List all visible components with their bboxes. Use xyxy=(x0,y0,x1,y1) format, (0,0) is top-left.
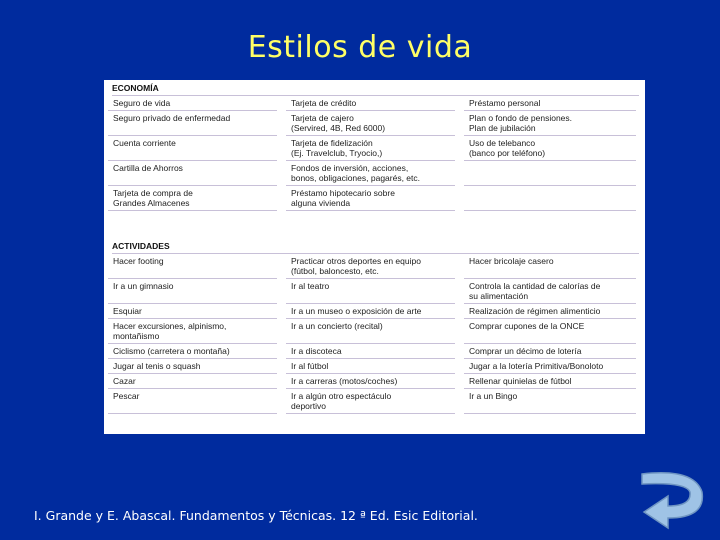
table-cell: Comprar cupones de la ONCE xyxy=(464,319,636,344)
table-cell: Ir a un museo o exposición de arte xyxy=(286,304,455,319)
table-cell: Ir a un gimnasio xyxy=(108,279,277,304)
table-row xyxy=(108,161,641,186)
table-cell: Cartilla de Ahorros xyxy=(108,161,277,186)
table-row xyxy=(108,389,641,414)
table-cell: Tarjeta de fidelización (Ej. Travelclub, Tryocio,) xyxy=(286,136,455,161)
slide-title: Estilos de vida xyxy=(247,30,473,65)
table-row xyxy=(108,111,641,136)
section-heading-actividades: ACTIVIDADES xyxy=(112,238,639,254)
lifestyle-table xyxy=(104,80,645,434)
table-cell: Realización de régimen alimenticio xyxy=(464,304,636,319)
actividades-rows xyxy=(108,254,641,414)
table-cell: Rellenar quinielas de fútbol xyxy=(464,374,636,389)
table-row xyxy=(108,319,641,344)
table-cell: Plan o fondo de pensiones. Plan de jubilación xyxy=(464,111,636,136)
table-row xyxy=(108,279,641,304)
table-cell: Ir a discoteca xyxy=(286,344,455,359)
return-arrow-icon[interactable] xyxy=(632,466,712,536)
table-cell: Jugar a la lotería Primitiva/Bonoloto xyxy=(464,359,636,374)
table-cell: Tarjeta de compra de Grandes Almacenes xyxy=(108,186,277,211)
table-cell: Tarjeta de crédito xyxy=(286,96,455,111)
table-cell: Uso de telebanco (banco por teléfono) xyxy=(464,136,636,161)
table-row xyxy=(108,344,641,359)
table-row xyxy=(108,304,641,319)
table-cell: Seguro privado de enfermedad xyxy=(108,111,277,136)
economia-rows xyxy=(108,96,641,211)
table-cell: Ir a carreras (motos/coches) xyxy=(286,374,455,389)
table-cell: Hacer excursiones, alpinismo, montañismo xyxy=(108,319,277,344)
table-cell: Préstamo hipotecario sobre alguna vivienda xyxy=(286,186,455,211)
table-cell: Ir a un concierto (recital) xyxy=(286,319,455,344)
table-cell: Esquiar xyxy=(108,304,277,319)
table-cell: Ir a un Bingo xyxy=(464,389,636,414)
table-cell: Hacer bricolaje casero xyxy=(464,254,636,279)
table-cell: Controla la cantidad de calorías de su alimentación xyxy=(464,279,636,304)
table-cell: Comprar un décimo de lotería xyxy=(464,344,636,359)
table-row xyxy=(108,374,641,389)
citation-footer: I. Grande y E. Abascal. Fundamentos y Técnicas. 12 ª Ed. Esic Editorial. xyxy=(34,508,478,523)
table-cell: Ciclismo (carretera o montaña) xyxy=(108,344,277,359)
table-row xyxy=(108,359,641,374)
table-row xyxy=(108,96,641,111)
table-row xyxy=(108,254,641,279)
table-cell: Cuenta corriente xyxy=(108,136,277,161)
section-gap xyxy=(108,211,641,238)
table-cell xyxy=(464,186,636,211)
table-cell: Cazar xyxy=(108,374,277,389)
table-cell: Fondos de inversión, acciones, bonos, obligaciones, pagarés, etc. xyxy=(286,161,455,186)
table-cell: Ir al fútbol xyxy=(286,359,455,374)
section-heading-economia: ECONOMÍA xyxy=(112,80,639,96)
table-cell: Ir a algún otro espectáculo deportivo xyxy=(286,389,455,414)
table-cell xyxy=(464,161,636,186)
table-cell: Tarjeta de cajero (Servired, 4B, Red 6000) xyxy=(286,111,455,136)
table-cell: Practicar otros deportes en equipo (fútbol, baloncesto, etc. xyxy=(286,254,455,279)
table-cell: Seguro de vida xyxy=(108,96,277,111)
table-cell: Jugar al tenis o squash xyxy=(108,359,277,374)
table-row xyxy=(108,136,641,161)
table-cell: Hacer footing xyxy=(108,254,277,279)
table-cell: Ir al teatro xyxy=(286,279,455,304)
table-row xyxy=(108,186,641,211)
table-cell: Préstamo personal xyxy=(464,96,636,111)
table-cell: Pescar xyxy=(108,389,277,414)
